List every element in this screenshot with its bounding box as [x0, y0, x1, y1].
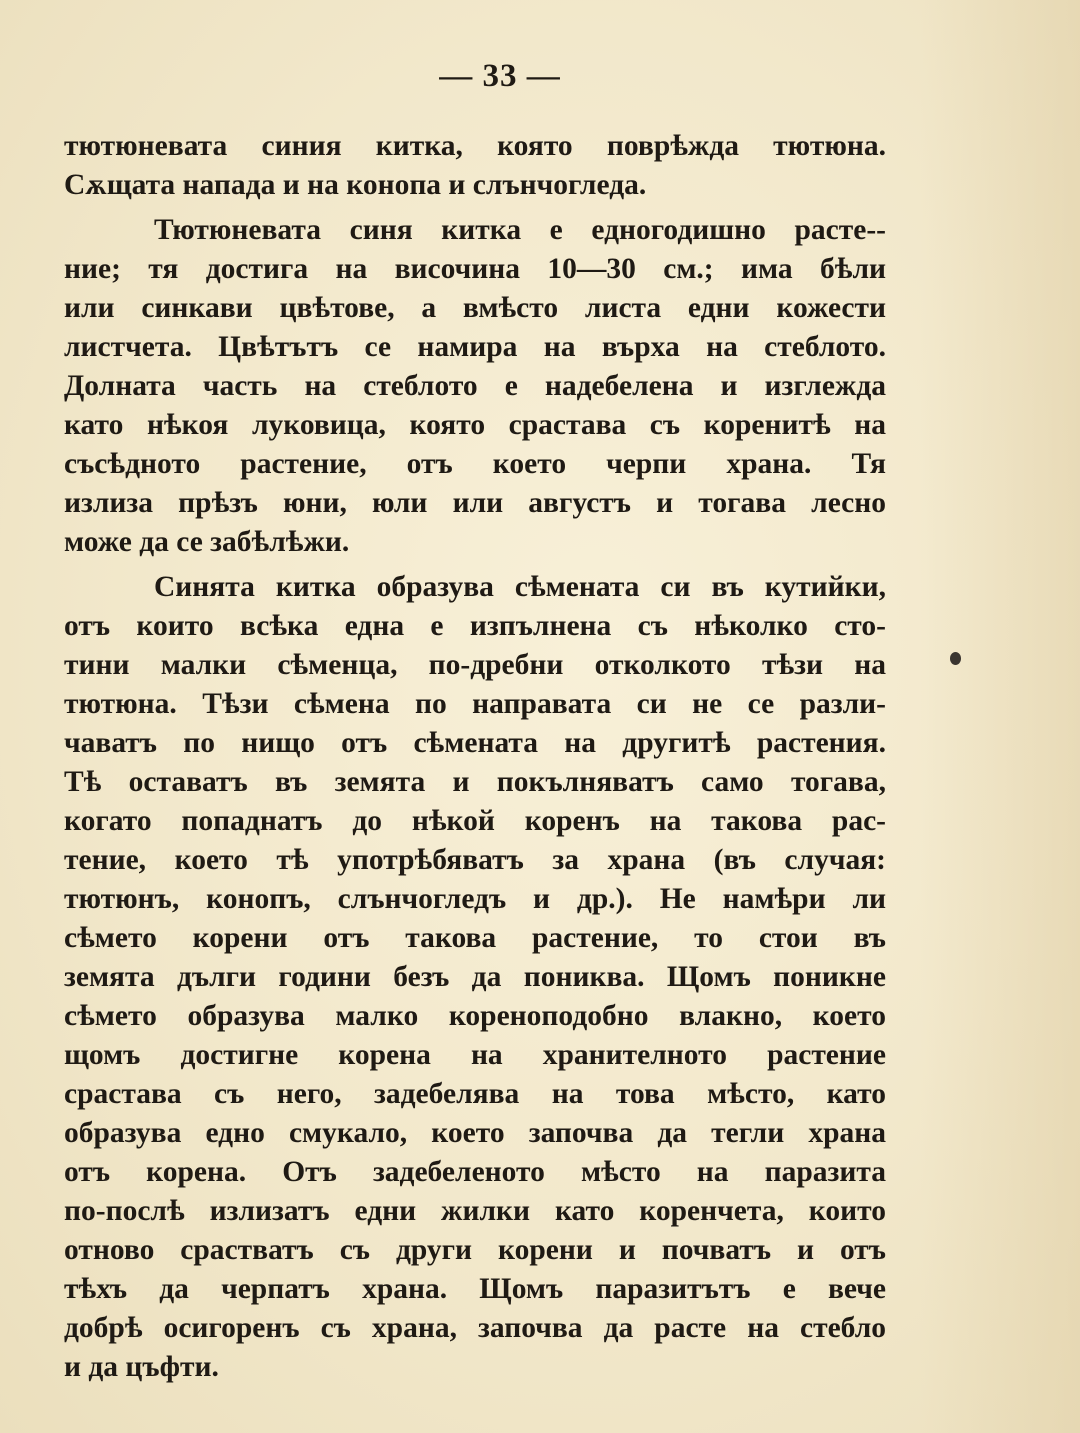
text-line: щомъ достигне корена на хранителното растение	[64, 1039, 886, 1071]
text-line: по-послѣ излизатъ едни жилки като коренчета, които	[64, 1195, 886, 1227]
text-line: тютюневата синия китка, която поврѣжда тютюна.	[64, 130, 886, 162]
text-line: отъ които всѣка една е изпълнена съ нѣколко сто-	[64, 610, 886, 642]
body-text	[64, 127, 886, 1387]
text-line: срастава съ него, задебелява на това мѣсто, като	[64, 1078, 886, 1110]
paragraph-2	[64, 211, 886, 562]
text-line: тютюна. Тѣзи сѣмена по направата си не се разли-	[64, 688, 886, 720]
text-line: Долната часть на стеблото е надебелена и изглежда	[64, 370, 886, 402]
text-line: Сѫщата напада и на конопа и слънчогледа.	[64, 169, 647, 201]
text-line: образува едно смукало, което започва да тегли храна	[64, 1117, 886, 1149]
text-line: излиза прѣзъ юни, юли или августъ и тогава лесно	[64, 487, 886, 519]
text-line: Синята китка образува сѣмената си въ кутийки,	[154, 571, 886, 603]
ink-spot	[950, 652, 961, 665]
text-line: сѣмето образува малко кореноподобно влакно, което	[64, 1000, 886, 1032]
paragraph-3	[64, 568, 886, 1387]
paragraph-1	[64, 127, 886, 205]
text-line: сѣмето корени отъ такова растение, то стои въ	[64, 922, 886, 954]
text-line: Тѣ оставатъ въ земята и покълняватъ само тогава,	[64, 766, 886, 798]
text-line: отново срастватъ съ други корени и почватъ и отъ	[64, 1234, 886, 1266]
text-line: Тютюневата синя китка е едногодишно расте--	[154, 214, 886, 246]
text-line: тение, което тѣ употрѣбяватъ за храна (въ случая:	[64, 844, 886, 876]
text-line: тѣхъ да черпатъ храна. Щомъ паразитътъ е вече	[64, 1273, 886, 1305]
page-number: — 33 —	[439, 58, 561, 94]
text-line: когато попаднатъ до нѣкой коренъ на такова рас-	[64, 805, 886, 837]
text-line: може да се забѣлѣжи.	[64, 526, 350, 558]
text-line: отъ корена. Отъ задебеленото мѣсто на паразита	[64, 1156, 886, 1188]
text-line: земята дълги години безъ да пониква. Щомъ поникне	[64, 961, 886, 993]
text-line: като нѣкоя луковица, която срастава съ коренитѣ на	[64, 409, 886, 441]
text-line: тини малки сѣменца, по-дребни отколкото тѣзи на	[64, 649, 886, 681]
text-line: и да цъфти.	[64, 1351, 219, 1383]
text-line: съсѣдното растение, отъ което черпи храна. Тя	[64, 448, 886, 480]
text-line: листчета. Цвѣтътъ се намира на върха на стеблото.	[64, 331, 886, 363]
text-line: чаватъ по нищо отъ сѣмената на другитѣ растения.	[64, 727, 886, 759]
text-line: добрѣ осигоренъ съ храна, започва да расте на стебло	[64, 1312, 886, 1344]
page-edge-shadow	[920, 0, 1080, 1433]
text-line: или синкави цвѣтове, а вмѣсто листа едни кожести	[64, 292, 886, 324]
text-line: тютюнъ, конопъ, слънчогледъ и др.). Не намѣри ли	[64, 883, 886, 915]
text-line: ние; тя достига на височина 10—30 см.; има бѣли	[64, 253, 886, 285]
